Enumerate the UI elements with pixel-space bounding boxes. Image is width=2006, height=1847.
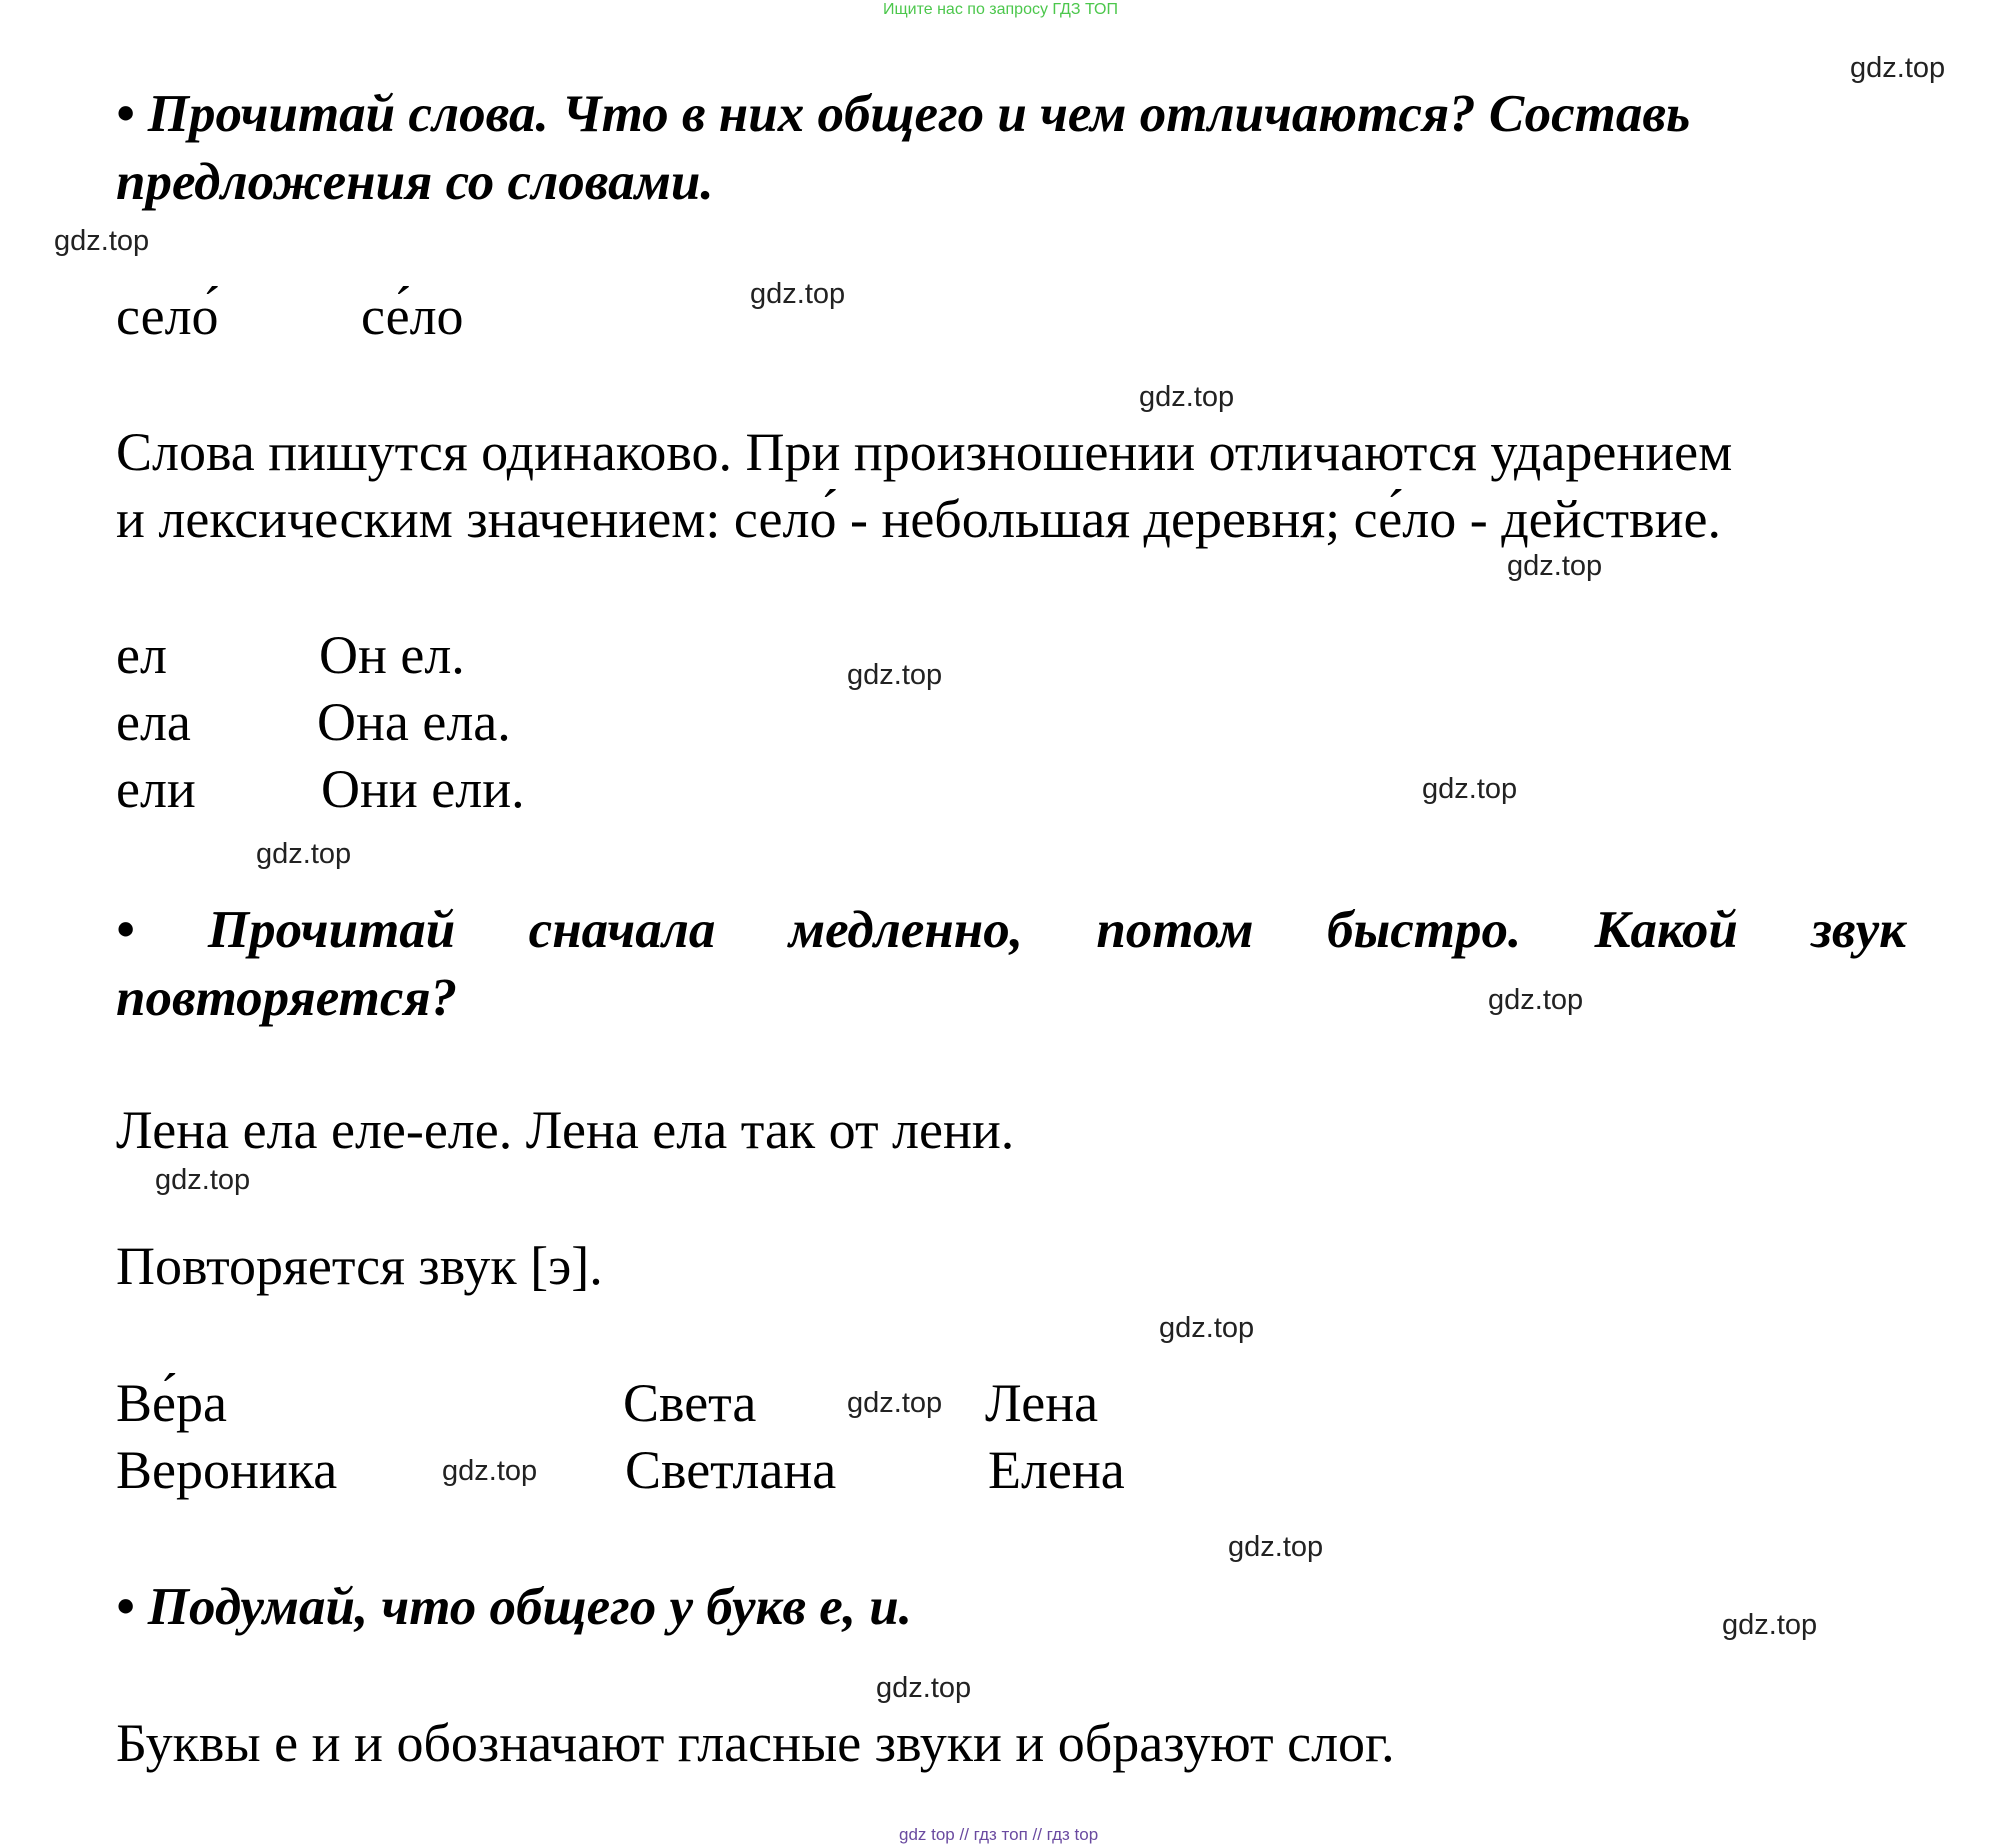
task2-line1: • Прочитай сначала медленно, потом быстро. Какой звук xyxy=(116,901,1906,959)
watermark-text: gdz.top xyxy=(1159,1312,1255,1344)
watermark-text: gdz.top xyxy=(1722,1609,1818,1641)
word-selo-1: село́ xyxy=(116,286,219,346)
watermark-text: gdz.top xyxy=(876,1672,972,1704)
name-item: Лена xyxy=(985,1373,1099,1433)
top-banner: Ищите нас по запросу ГДЗ ТОП xyxy=(883,1,1118,18)
name-item: Елена xyxy=(988,1440,1125,1500)
watermark-text: gdz.top xyxy=(1850,52,1946,84)
watermark-text: gdz.top xyxy=(1139,381,1235,413)
verb-sentence: Они ели. xyxy=(321,759,525,819)
explanation-line2: и лексическим значением: село́ - небольшая деревня; се́ло - действие. xyxy=(116,489,1721,549)
verb-word: ели xyxy=(116,759,196,819)
tongue-twister: Лена ела еле-еле. Лена ела так от лени. xyxy=(116,1100,1015,1160)
task3-line1: • Подумай, что общего у букв е, и. xyxy=(116,1578,913,1636)
watermark-text: gdz.top xyxy=(256,838,352,870)
task1-line2: предложения со словами. xyxy=(116,153,714,211)
watermark-text: gdz.top xyxy=(847,659,943,691)
name-item: Света xyxy=(623,1373,757,1433)
verb-word: ела xyxy=(116,692,191,752)
watermark-text: gdz.top xyxy=(847,1387,943,1419)
name-item: Светлана xyxy=(625,1440,837,1500)
task1-line1: • Прочитай слова. Что в них общего и чем отличаются? Составь xyxy=(116,85,1691,143)
task2-line2: повторяется? xyxy=(116,969,458,1027)
verb-sentence: Он ел. xyxy=(319,625,465,685)
watermark-text: gdz.top xyxy=(1228,1531,1324,1563)
watermark-text: gdz.top xyxy=(1422,773,1518,805)
watermark-text: gdz.top xyxy=(54,225,150,257)
watermark-text: gdz.top xyxy=(155,1164,251,1196)
watermark-text: gdz.top xyxy=(1488,984,1584,1016)
verb-sentence: Она ела. xyxy=(317,692,511,752)
name-item: Вероника xyxy=(116,1440,338,1500)
answer3: Буквы е и и обозначают гласные звуки и образуют слог. xyxy=(116,1713,1395,1773)
explanation-line1: Слова пишутся одинаково. При произношении отличаются ударением xyxy=(116,422,1733,482)
repeated-sound: Повторяется звук [э]. xyxy=(116,1236,603,1296)
watermark-text: gdz.top xyxy=(1507,550,1603,582)
footer-text: gdz top // гдз топ // гдз top xyxy=(899,1825,1099,1844)
verb-word: ел xyxy=(116,625,167,685)
word-selo-2: се́ло xyxy=(361,286,464,346)
watermark-text: gdz.top xyxy=(750,278,846,310)
name-item: Ве́ра xyxy=(116,1373,227,1433)
watermark-text: gdz.top xyxy=(442,1455,538,1487)
